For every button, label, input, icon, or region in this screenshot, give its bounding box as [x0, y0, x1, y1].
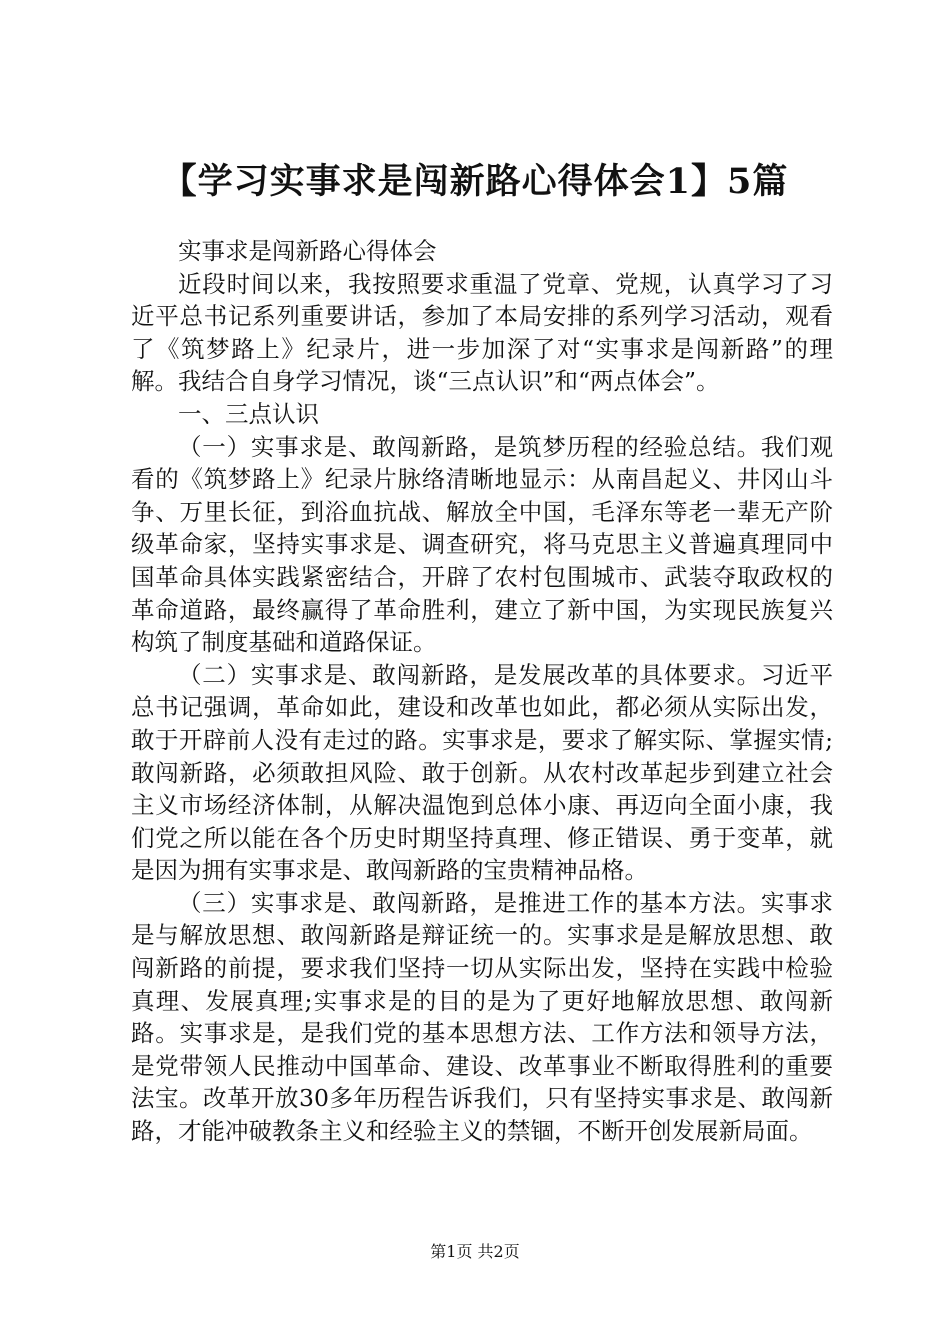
paragraph-point-2: （二）实事求是、敢闯新路，是发展改革的具体要求。习近平总书记强调，革命如此，建设和改革也如此，都必须从实际出发，敢于开辟前人没有走过的路。实事求是，要求了解实际、掌握实情;敢闯新路，必须敢担风险、敢于创新。从农村改革起步到建立社会主义市场经济体制，从解决温饱到总体小康、再迈向全面小康，我们党之所以能在各个历史时期坚持真理、修正错误、勇于变革，就是因为拥有实事求是、敢闯新路的宝贵精神品格。	[131, 660, 833, 885]
document-body	[131, 235, 833, 1148]
paragraph-point-3: （三）实事求是、敢闯新路，是推进工作的基本方法。实事求是与解放思想、敢闯新路是辩证统一的。实事求是是解放思想、敢闯新路的前提，要求我们坚持一切从实际出发，坚持在实践中检验真理、发展真理;实事求是的目的是为了更好地解放思想、敢闯新路。实事求是，是我们党的基本思想方法、工作方法和领导方法，是党带领人民推动中国革命、建设、改革事业不断取得胜利的重要法宝。改革开放30多年历程告诉我们，只有坚持实事求是、敢闯新路，才能冲破教条主义和经验主义的禁锢，不断开创发展新局面。	[131, 888, 833, 1146]
document-title: 【学习实事求是闯新路心得体会1】5篇	[161, 161, 789, 202]
paragraph-intro: 近段时间以来，我按照要求重温了党章、党规，认真学习了习近平总书记系列重要讲话，参加了本局安排的系列学习活动，观看了《筑梦路上》纪录片，进一步加深了对“实事求是闯新路”的理解。我结合自身学习情况，谈“三点认识”和“两点体会”。	[131, 269, 833, 396]
document-subtitle: 实事求是闯新路心得体会	[178, 237, 437, 265]
section-heading: 一、三点认识	[178, 399, 319, 428]
page-footer: 第1页 共2页	[430, 1242, 520, 1261]
paragraph-point-1: （一）实事求是、敢闯新路，是筑梦历程的经验总结。我们观看的《筑梦路上》纪录片脉络清晰地显示：从南昌起义、井冈山斗争、万里长征，到浴血抗战、解放全中国，毛泽东等老一辈无产阶级革命家，坚持实事求是、调查研究，将马克思主义普遍真理同中国革命具体实践紧密结合，开辟了农村包围城市、武装夺取政权的革命道路，最终赢得了革命胜利，建立了新中国，为实现民族复兴构筑了制度基础和道路保证。	[131, 432, 833, 657]
